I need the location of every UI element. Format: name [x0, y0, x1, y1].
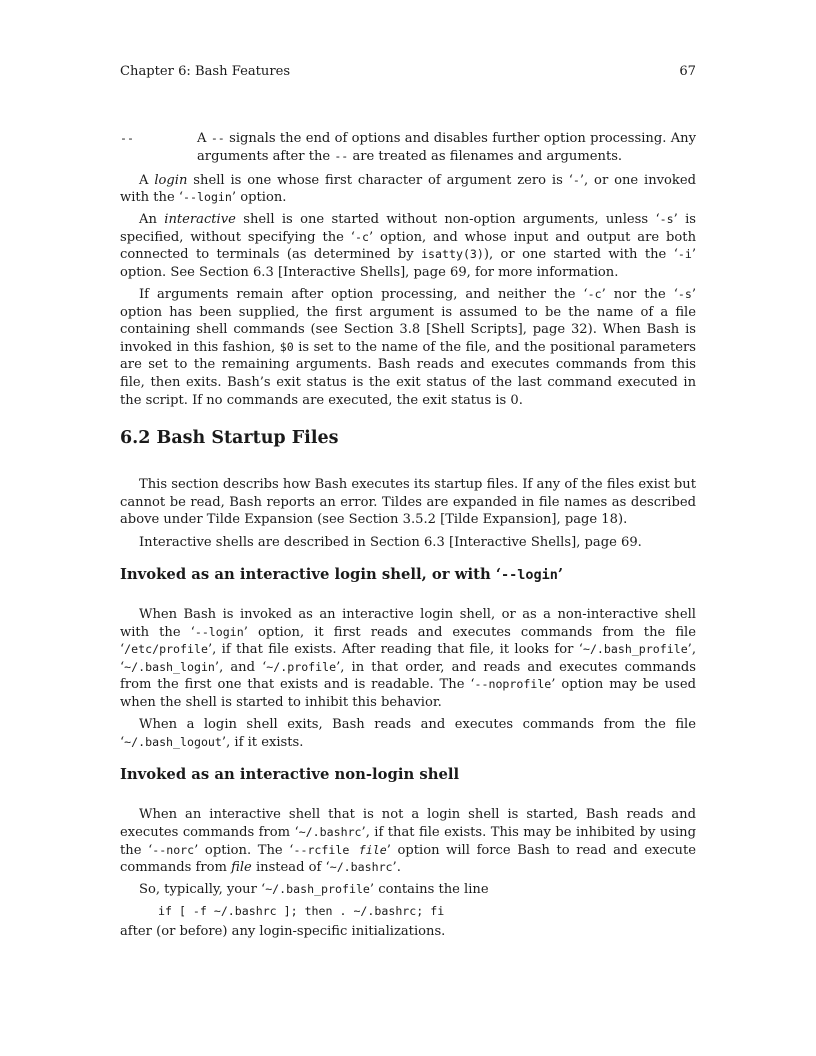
code: --rcfile — [293, 842, 359, 857]
text: ’ option. — [231, 190, 287, 206]
code: - — [572, 172, 580, 187]
code: ~/.bashrc — [329, 860, 393, 875]
text: shell is one started without non-option arguments, unless ‘ — [235, 212, 660, 228]
option-term: -- — [120, 131, 134, 145]
text: ’ contains the line — [369, 882, 489, 898]
text: When Bash is invoked as an interactive login shell, or as a non-interactive shell with the ‘ — [120, 607, 696, 640]
code: -i — [677, 247, 692, 262]
text: When a login shell exits, Bash reads and executes commands from the file ‘ — [120, 717, 696, 750]
text: is set to the name of the file, and the positional parameters are set to the remaining arguments. Bash reads and executes commands from this file, then exits. Bash’s exit status is the exit status of the last command executed in the script. If no commands are executed, the exit status is 0. — [120, 339, 696, 408]
option-description — [197, 130, 696, 165]
code: -s — [677, 287, 692, 302]
code-emphasis: file — [358, 842, 387, 857]
code: ~/.bash_profile — [582, 642, 688, 657]
code: ~/.profile — [266, 659, 337, 674]
code: --login — [194, 624, 244, 639]
text: ’, if that file exists. After reading that file, it looks for ‘ — [207, 642, 583, 658]
text: ’ option, and whose input and output are both connected to terminals (as determined by — [120, 229, 697, 263]
text: ’, ‘ — [120, 642, 696, 675]
paragraph-section-intro: This section describs how Bash executes its startup files. If any of the files exist but cannot be read, Bash reports an error. Tildes are expanded in file names as described above under Tilde Expansion (see Section 3.5.2 [Tilde Expansion], page 18). — [120, 477, 696, 528]
text: ’, if it exists. — [221, 734, 304, 750]
text: signals the end of options and disables further option processing. Any arguments after the — [197, 131, 696, 164]
option-entry-dashdash — [120, 130, 696, 166]
code: -s — [659, 212, 674, 227]
paragraph-arguments — [120, 286, 696, 409]
code: --login — [501, 567, 558, 584]
text: ’, or one invoked with the ‘ — [120, 172, 696, 206]
page-header — [120, 63, 696, 81]
text: ’ option has been supplied, the first argument is assumed to be the name of a file containing shell commands (see Section 3.8 [Shell Scripts], page 32). When Bash is invoked in this fashion, — [120, 287, 696, 355]
chapter-title: Chapter 6: Bash Features — [120, 64, 291, 79]
code: ~/.bash_logout — [124, 734, 222, 749]
paragraph-after-example: after (or before) any login-specific initializations. — [120, 923, 446, 939]
code: -c — [587, 287, 602, 302]
text: ’ option, it first reads and executes commands from the file ‘ — [120, 624, 696, 658]
subsection-heading-login — [120, 565, 696, 585]
page-body — [120, 130, 696, 945]
subsection-heading-nonlogin: Invoked as an interactive non-login shell — [120, 766, 460, 784]
code: -c — [354, 229, 369, 244]
code: -- — [210, 131, 225, 145]
code: isatty(3) — [421, 247, 484, 262]
text: If arguments remain after option processing, and neither the ‘ — [139, 287, 588, 303]
text: ’, in that order, and reads and executes commands from the first one that exists and is readable. The ‘ — [120, 659, 697, 693]
code: --noprofile — [474, 677, 552, 692]
code: --login — [183, 190, 232, 205]
code: ~/.bash_login — [124, 659, 215, 674]
emphasis: login — [154, 172, 188, 188]
text: So, typically, your ‘ — [139, 882, 266, 898]
document-page — [120, 0, 696, 1056]
paragraph-section-intro-2: Interactive shells are described in Section 6.3 [Interactive Shells], page 69. — [139, 534, 642, 550]
text: ’, and ‘ — [214, 659, 267, 675]
text: ’, if that file exists. This may be inhibited by using the ‘ — [120, 824, 696, 858]
text: ’. — [392, 860, 401, 876]
text: instead of ‘ — [251, 860, 330, 876]
code: /etc/profile — [124, 642, 208, 657]
text: ’ option. See Section 6.3 [Interactive Shells], page 69, for more information. — [120, 247, 696, 280]
text: An — [139, 212, 165, 228]
text: ’ option will force Bash to read and execute commands from — [120, 842, 696, 876]
emphasis: file — [231, 860, 252, 876]
paragraph-typical-profile — [120, 881, 696, 899]
text: shell is one whose first character of argument zero is ‘ — [187, 172, 573, 188]
emphasis: interactive — [164, 212, 236, 228]
code: --norc — [152, 842, 195, 857]
paragraph-login-exit — [120, 716, 696, 751]
text: ’ nor the ‘ — [601, 287, 678, 303]
text: A — [139, 172, 155, 188]
paragraph-login-shell — [120, 172, 696, 207]
section-heading: 6.2 Bash Startup Files — [120, 428, 339, 449]
code-example: if [ -f ~/.bashrc ]; then . ~/.bashrc; fi — [158, 904, 445, 919]
code: -- — [334, 148, 349, 163]
text: A — [197, 131, 211, 146]
text: are treated as filenames and arguments. — [348, 148, 623, 164]
page-number: 67 — [679, 64, 696, 79]
code: $0 — [279, 339, 294, 354]
text: ’ option. The ‘ — [194, 842, 294, 858]
text: ’ — [557, 566, 564, 584]
code: ~/.bashrc — [298, 824, 362, 839]
text: When an interactive shell that is not a login shell is started, Bash reads and executes commands from ‘ — [120, 807, 696, 840]
text: ), or one started with the ‘ — [483, 247, 678, 263]
text: ’ option may be used when the shell is started to inhibit this behavior. — [120, 677, 696, 711]
text: ’ is specified, without specifying the ‘ — [120, 212, 696, 245]
paragraph-login-startup — [120, 606, 696, 712]
text: Invoked as an interactive login shell, or with ‘ — [120, 566, 502, 584]
code: ~/.bash_profile — [265, 882, 370, 897]
paragraph-interactive-shell — [120, 211, 696, 281]
paragraph-nonlogin-startup — [120, 806, 696, 876]
